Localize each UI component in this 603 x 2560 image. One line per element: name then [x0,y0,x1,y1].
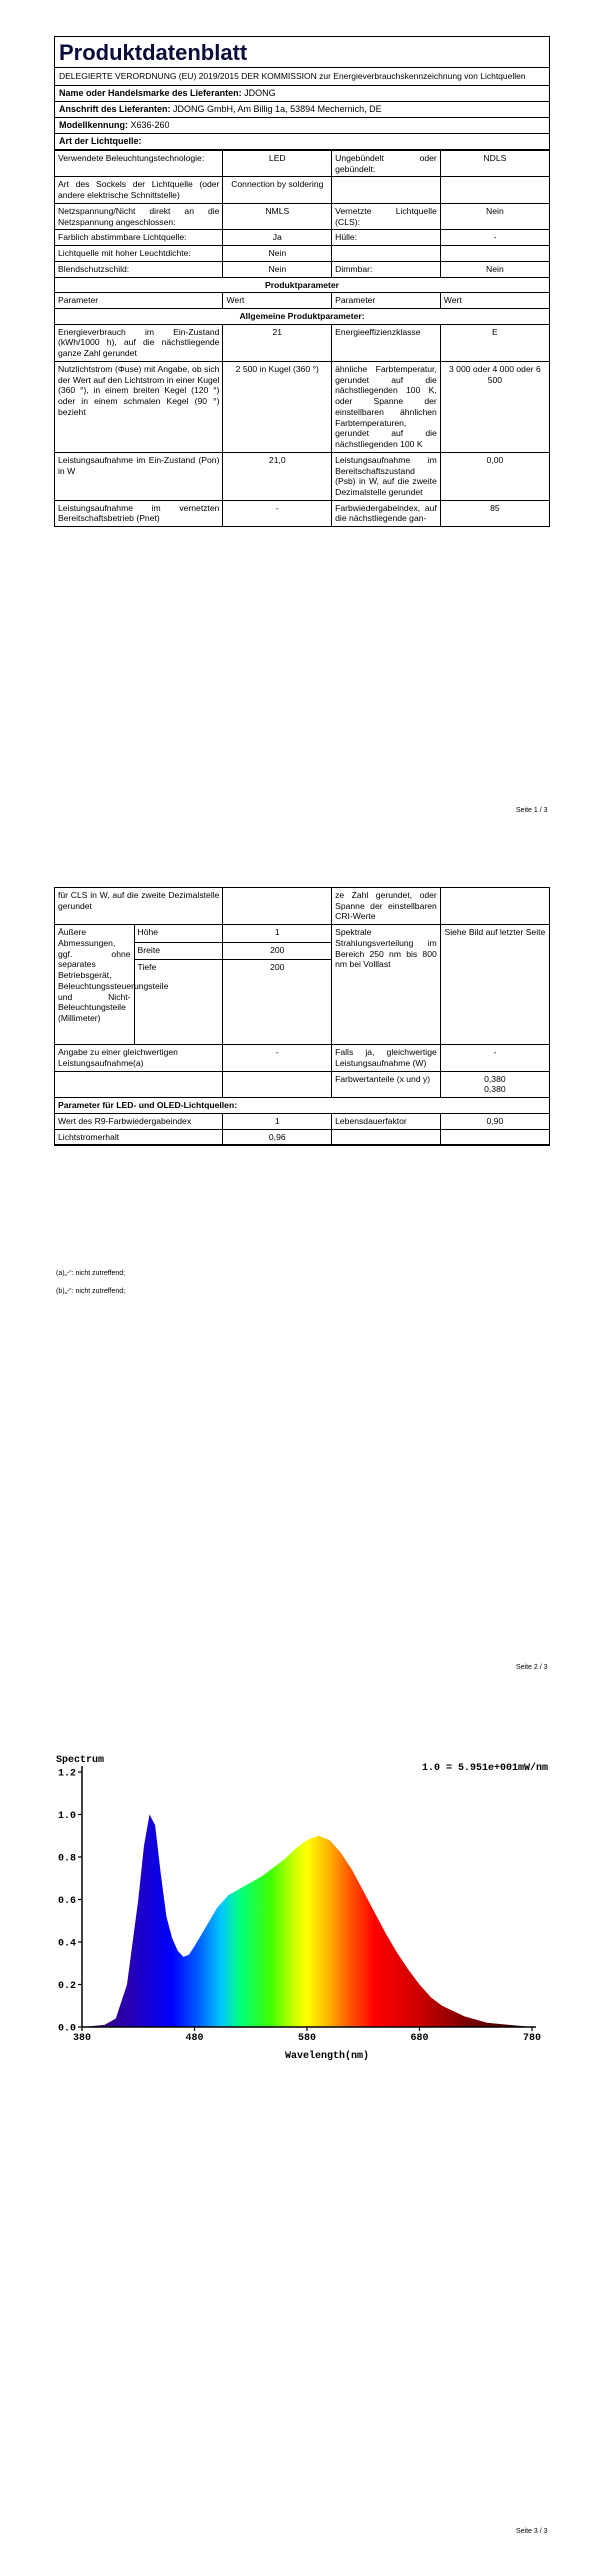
table-row [55,1045,549,1071]
table-row [55,1129,549,1145]
dimension-name: Höhe [134,925,223,943]
table-row [55,361,549,452]
cell-value: Nein [223,261,332,277]
cell-label: Verwendete Beleuchtungstechnologie: [55,150,223,176]
cell-label: Wert des R9-Farbwiedergabeindex [55,1113,223,1129]
page-title: Produktdatenblatt [55,37,549,68]
table-row [55,246,549,262]
cell-label: ze Zahl gerundet, oder Spanne der einstellbaren CRI-Werte [332,888,441,925]
cell-value: Nein [440,203,549,229]
y-tick-label: 1.2 [57,1768,76,1780]
x-tick-label: 380 [72,2033,92,2044]
column-header: Parameter [332,293,441,309]
footnote-b: (b)„-“: nicht zutreffend; [56,1288,126,1295]
cell-value: 2 500 in Kugel (360 °) [223,361,332,452]
cell-label: Energieeffizienzklasse [332,324,441,361]
light-source-type-heading: Art der Lichtquelle: [55,134,549,150]
cell-label: Lichtquelle mit hoher Leuchtdichte: [55,246,223,262]
page-number-1: Seite 1 / 3 [516,807,548,814]
cell-value: - [440,1045,549,1071]
footnote-a: (a)„-“: nicht zutreffend; [56,1270,126,1277]
regulation-intro: DELEGIERTE VERORDNUNG (EU) 2019/2015 DER KOMMISSION zur Energieverbrauchskennzeichnung von Lichtquellen [55,68,549,86]
table-row [55,309,549,325]
cell-label: Farblich abstimmbare Lichtquelle: [55,230,223,246]
column-header: Wert [440,293,549,309]
table-row [55,277,549,293]
parameters-table-page2 [55,887,549,1145]
table-row [55,925,549,943]
cell-value [440,177,549,203]
cell-label: Vernetzte Lichtquelle (CLS): [332,203,441,229]
model-label: Modellkennung: [59,119,128,130]
x-tick-label: 480 [185,2033,204,2044]
cell-label: Leistungsaufnahme im vernetzten Bereitschaftsbetrieb (Pnet) [55,500,223,526]
cell-label: Leistungsaufnahme im Bereitschaftszustand (Psb) in W, auf die zweite Dezimalstelle gerundet [332,452,441,500]
cell-label [55,1071,223,1097]
cell-label: Ungebündelt oder gebündelt: [332,150,441,176]
cell-label [332,177,441,203]
cell-value: 21 [223,324,332,361]
cell-value: Nein [223,246,332,262]
cell-label: Farbwertanteile (x und y) [332,1071,441,1097]
cell-value: 0,96 [223,1129,332,1145]
cell-value: Ja [223,230,332,246]
supplier-name-row [55,86,549,102]
cell-label [332,1129,441,1145]
supplier-address-value: JDONG GmbH, Am Billig 1a, 53894 Mechernich, DE [173,104,382,115]
dimension-name: Breite [134,942,223,960]
general-parameters-heading: Allgemeine Produktparameter: [55,309,549,325]
dimension-name: Tiefe [134,960,223,1045]
table-row [55,203,549,229]
cell-value: 0,00 [440,452,549,500]
y-tick-label: 0.6 [57,1896,76,1907]
cell-value: - [440,230,549,246]
dimension-value: 1 [223,925,332,943]
cell-label: Falls ja, gleichwertige Leistungsaufnahme (W) [332,1045,441,1071]
cell-value [223,1071,332,1097]
cell-label: Dimmbar: [332,261,441,277]
cell-value [440,1129,549,1145]
cell-value: NMLS [223,203,332,229]
page-2 [54,887,550,1146]
cell-label: Nutzlichtstrom (Φuse) mit Angabe, ob sich der Wert auf den Lichtstrom in einer Kugel (360 °), in einem breiten Kegel (120 °) oder in einem schmalen Kegel (90 °) bezieht [55,361,223,452]
page-number-2: Seite 2 / 3 [516,1664,548,1671]
x-tick-label: 780 [522,2033,542,2044]
page-number-3: Seite 3 / 3 [516,2528,548,2535]
table-row [55,324,549,361]
cell-label: Blendschutzschild: [55,261,223,277]
cell-value: - [223,1045,332,1071]
spectral-value: Siehe Bild auf letzter Seite [440,925,549,1045]
dimensions-label: Äußere Abmessungen, ggf. ohne separates Betriebsgerät, Beleuchtungssteuerungsteile und Nicht-Beleuchtungsteile (Millimeter) [55,925,134,1045]
y-tick-label: 0.0 [57,2023,76,2035]
y-tick-label: 1.0 [57,1811,76,1822]
cell-label: Leistungsaufnahme im Ein-Zustand (Pon) in W [55,452,223,500]
cell-value: NDLS [440,150,549,176]
y-tick-label: 0.4 [57,1938,76,1950]
product-parameters-heading: Produktparameter [55,277,549,293]
cell-value [440,888,549,925]
chart-title: Spectrum [56,1755,105,1766]
spectral-label: Spektrale Strahlungsverteilung im Bereich 250 nm bis 800 nm bei Volllast [332,925,441,1045]
cell-value: Connection by soldering [223,177,332,203]
table-header-row [55,293,549,309]
cell-label: Hülle: [332,230,441,246]
cell-value: 1 [223,1113,332,1129]
cell-label [332,246,441,262]
supplier-address-label: Anschrift des Lieferanten: [59,104,171,115]
cell-value: Nein [440,261,549,277]
cell-value: 3 000 oder 4 000 oder 6 500 [440,361,549,452]
cell-label: ähnliche Farbtemperatur, gerundet auf die nächstliegenden 100 K, oder Spanne der einstellbaren ähnlichen Farbtemperaturen, gerundet auf die nächstliegenden 100 K [332,361,441,452]
cell-label: Lebensdauerfaktor [332,1113,441,1129]
supplier-name-value: JDONG [244,88,276,99]
table-row [55,230,549,246]
spectrum-chart [52,1752,552,2062]
table-row [55,1098,549,1114]
parameters-table-page1 [55,150,549,527]
table-row [55,150,549,176]
dimension-value: 200 [223,960,332,1045]
model-value: X636-260 [130,119,170,130]
cell-value [440,246,549,262]
cell-value: - [223,500,332,526]
cell-value: 0,90 [440,1113,549,1129]
table-row [55,888,549,925]
cell-value: LED [223,150,332,176]
supplier-address-row [55,102,549,118]
dimension-value: 200 [223,942,332,960]
y-tick-label: 0.8 [57,1853,76,1865]
cell-value [223,888,332,925]
table-row [55,500,549,526]
y-tick-label: 0.2 [57,1981,76,1992]
cell-value: 85 [440,500,549,526]
cell-label: Angabe zu einer gleichwertigen Leistungsaufnahme(a) [55,1045,223,1071]
cell-value: E [440,324,549,361]
column-header: Wert [223,293,332,309]
cell-label: Netzspannung/Nicht direkt an die Netzspannung angeschlossen: [55,203,223,229]
column-header: Parameter [55,293,223,309]
cell-value: 0,380 0,380 [440,1071,549,1097]
page-1 [54,36,550,527]
x-tick-label: 580 [297,2033,317,2044]
table-row [55,1071,549,1097]
cell-label: für CLS in W, auf die zweite Dezimalstelle gerundet [55,888,223,925]
cell-label: Farbwiedergabeindex, auf die nächstliegende gan- [332,500,441,526]
cell-value: 21,0 [223,452,332,500]
table-row [55,261,549,277]
cell-label: Art des Sockels der Lichtquelle (oder andere elektrische Schnittstelle) [55,177,223,203]
x-axis-label: Wavelength(nm) [284,2051,370,2062]
table-row [55,177,549,203]
chart-annotation: 1.0 = 5.951e+001mW/nm [421,1763,548,1774]
cell-label: Lichtstromerhalt [55,1129,223,1145]
cell-label: Energieverbrauch im Ein-Zustand (kWh/1000 h), auf die nächstliegende ganze Zahl gerundet [55,324,223,361]
table-row [55,1113,549,1129]
table-row [55,452,549,500]
supplier-name-label: Name oder Handelsmarke des Lieferanten: [59,88,242,99]
model-row [55,118,549,134]
x-tick-label: 680 [410,2033,429,2044]
led-parameters-heading: Parameter für LED- und OLED-Lichtquellen: [55,1098,549,1114]
